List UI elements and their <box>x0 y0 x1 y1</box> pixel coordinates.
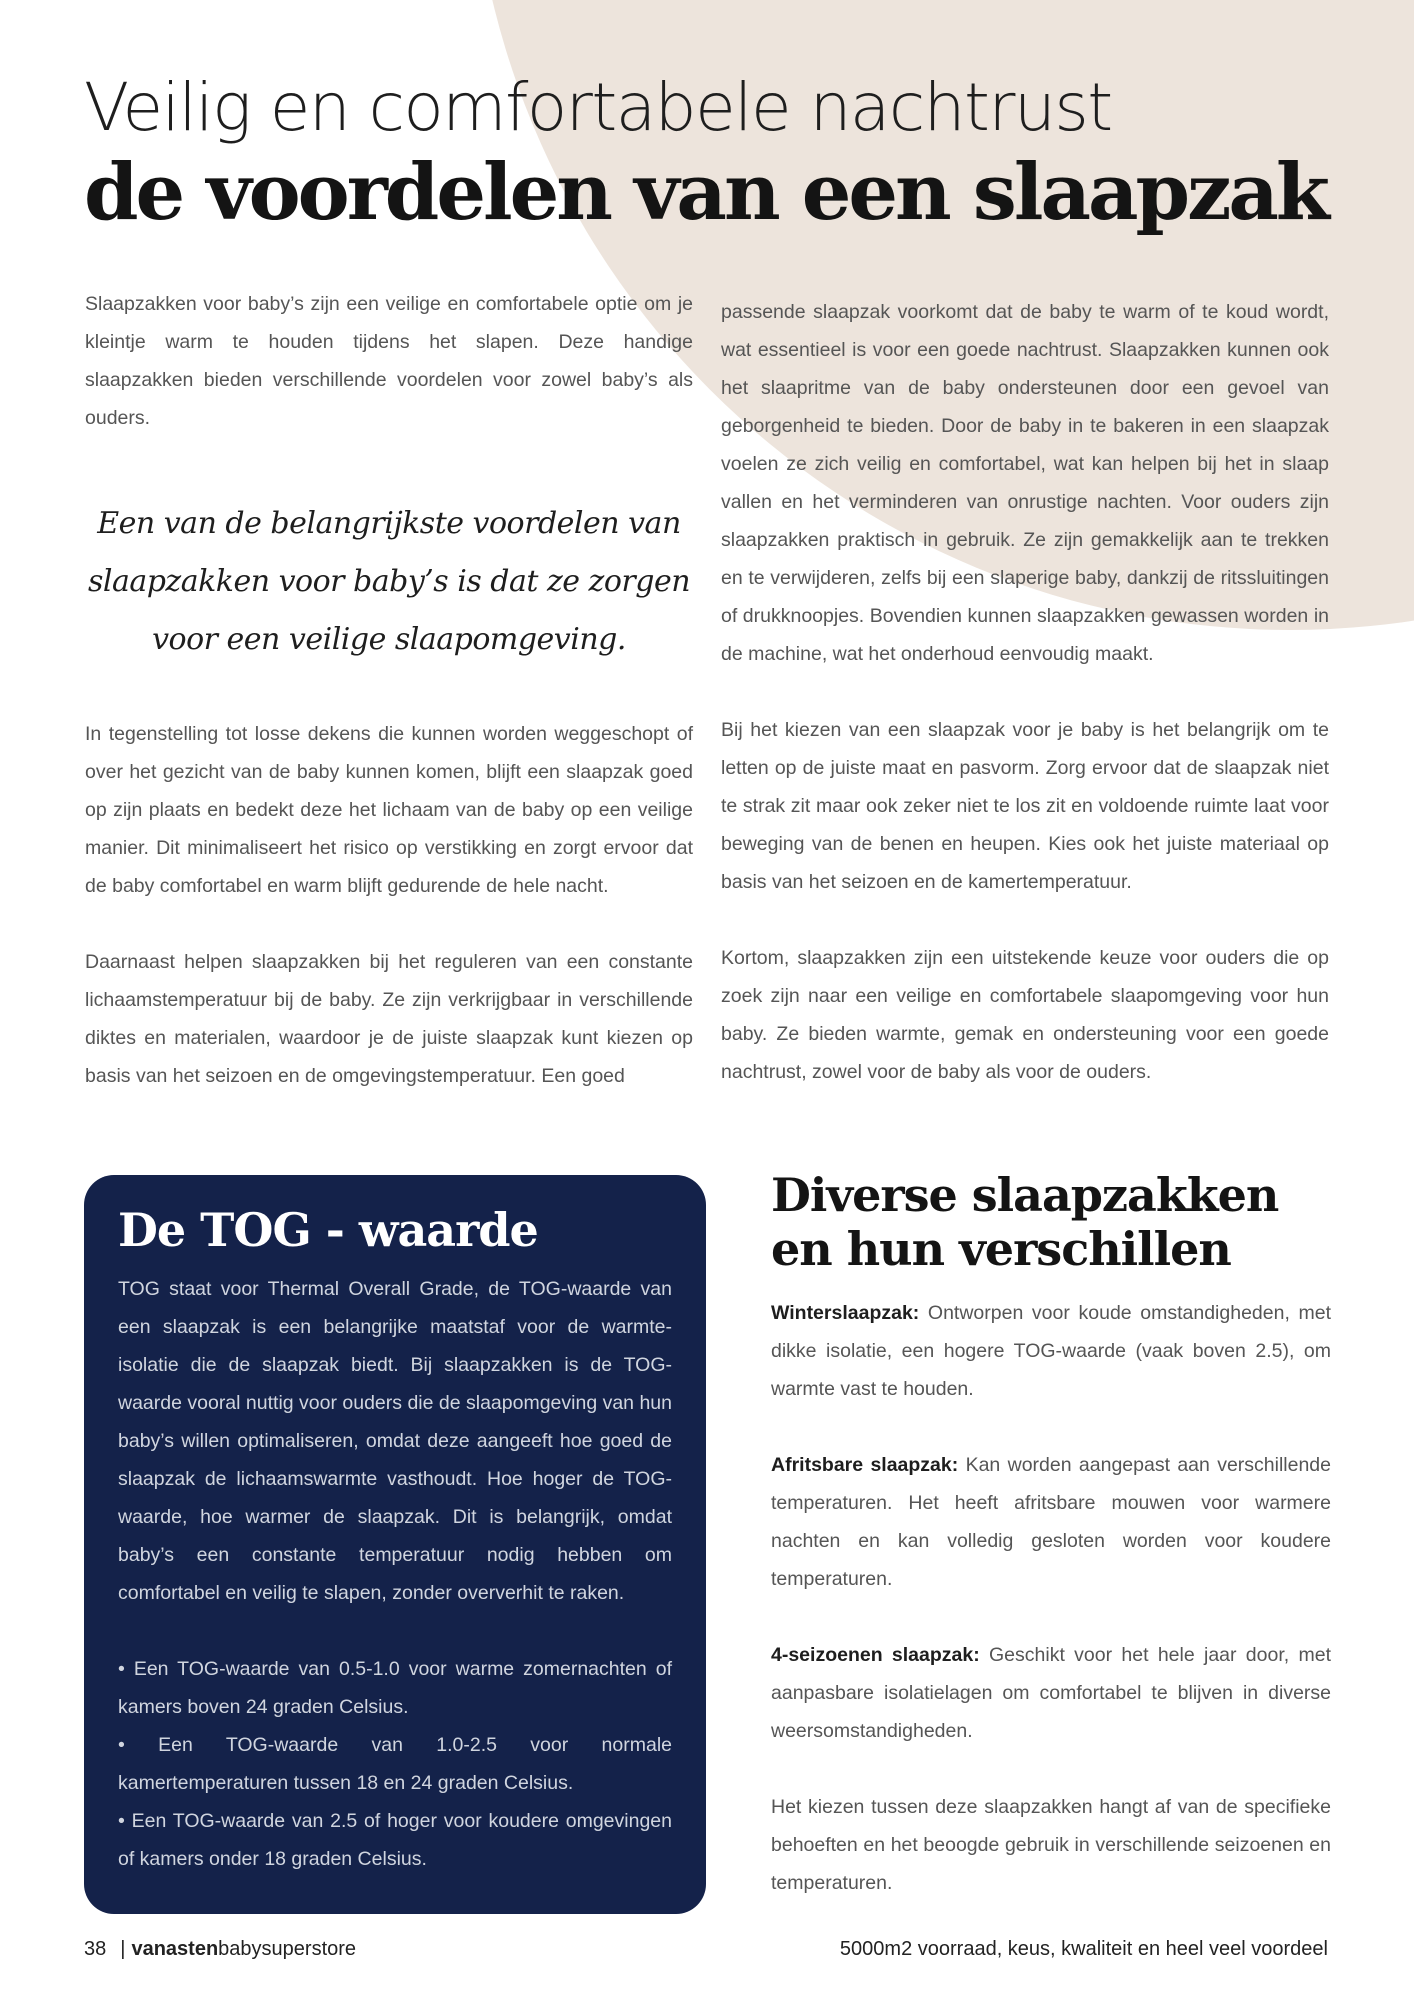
type-text: Ontworpen voor koude omstandigheden, met dikke isolatie, een hogere TOG-waarde (vaak boven 2.5), om warmte vast te houden. <box>771 1302 1331 1400</box>
paragraph: passende slaapzak voorkomt dat de baby te warm of te koud wordt, wat essentieel is voor een goede nachtrust. Slaapzakken kunnen ook het slaapritme van de baby ondersteunen door een gevoel van geborgenheid te bieden. Door de baby in te bakeren in een slaapzak voelen ze zich veilig en comfortabel, wat kan helpen bij het in slaap vallen en het verminderen van onrustige nachten. Voor ouders zijn slaapzakken praktisch in gebruik. Ze zijn gemakkelijk aan te trekken en te verwijderen, zelfs bij een slaperige baby, dankzij de ritssluitingen of drukknoopjes. Bovendien kunnen slaapzakken gewassen worden in de machine, wat het onderhoud eenvoudig maakt. <box>721 301 1329 665</box>
intro-paragraph: Slaapzakken voor baby’s zijn een veilige en comfortabele optie om je kleintje warm te houden tijdens het slapen. Deze handige slaapzakken bieden verschillende voordelen voor zowel baby’s als ouders. <box>85 293 693 429</box>
tog-bullet: • Een TOG-waarde van 0.5-1.0 voor warme zomernachten of kamers boven 24 graden Celsius. <box>118 1658 672 1719</box>
brand-name-regular: babysuperstore <box>218 1938 357 1960</box>
footer-tagline: 5000m2 voorraad, keus, kwaliteit en heel veel voordeel <box>839 1938 1328 1960</box>
paragraph: Kortom, slaapzakken zijn een uitstekende keuze voor ouders die op zoek zijn naar een veilige en comfortabele slaapomgeving voor hun baby. Ze bieden warmte, gemak en ondersteuning voor een goede nachtrust, zowel voor de baby als voor de ouders. <box>721 947 1329 1083</box>
paragraph: Bij het kiezen van een slaapzak voor je baby is het belangrijk om te letten op de juiste maat en pasvorm. Zorg ervoor dat de slaapzak niet te strak zit maar ook zeker niet te los zit en voldoende ruimte laat voor beweging van de benen en heupen. Kies ook het juiste materiaal op basis van het seizoen en de kamertemperatuur. <box>721 719 1329 893</box>
type-item <box>771 1446 1331 1598</box>
left-column <box>85 285 693 1095</box>
footer-separator: | <box>120 1938 126 1960</box>
headline-bold: de voordelen van een slaapzak <box>84 147 1327 238</box>
right-column <box>721 293 1329 1091</box>
brand-name-bold: vanasten <box>131 1938 219 1960</box>
tog-title: De TOG - waarde <box>118 1203 538 1257</box>
tog-bullet: • Een TOG-waarde van 1.0-2.5 voor normale kamertemperaturen tussen 18 en 24 graden Celsius. <box>118 1734 672 1795</box>
footer-left <box>84 1938 356 1961</box>
paragraph: In tegenstelling tot losse dekens die kunnen worden weggeschopt of over het gezicht van de baby kunnen komen, blijft een slaapzak goed op zijn plaats en bedekt deze het lichaam van de baby op een veilige manier. Dit minimaliseert het risico op verstikking en zorgt ervoor dat de baby comfortabel en warm blijft gedurende de hele nacht. <box>85 723 693 897</box>
type-label: Winterslaapzak: <box>771 1302 920 1324</box>
type-label: Afritsbare slaapzak: <box>771 1454 959 1476</box>
type-item <box>771 1636 1331 1750</box>
headline-light: Veilig en comfortabele nachtrust <box>84 69 1112 146</box>
tog-body: TOG staat voor Thermal Overall Grade, de TOG-waarde van een slaapzak is een belangrijke maatstaf voor de warmte-isolatie die de slaapzak biedt. Bij slaapzakken is de TOG-waarde vooral nuttig voor ouders die de slaapomgeving van hun baby’s willen optimaliseren, omdat deze aangeeft hoe goed de slaapzak de lichaamswarmte vasthoudt. Hoe hoger de TOG-waarde, hoe warmer de slaapzak. Dit is belangrijk, omdat baby’s een constante temperatuur nodig hebben om comfortabel en veilig te slapen, zonder oververhit te raken. <box>118 1278 672 1605</box>
closing-paragraph: Het kiezen tussen deze slaapzakken hangt af van de specifieke behoeften en het beoogde gebruik in verschillende seizoenen en temperaturen. <box>771 1796 1331 1894</box>
type-label: 4-seizoenen slaapzak: <box>771 1644 980 1666</box>
sleeping-bag-types <box>771 1168 1331 1902</box>
paragraph: Daarnaast helpen slaapzakken bij het reguleren van een constante lichaamstemperatuur bij de baby. Ze zijn verkrijgbaar in verschillende diktes en materialen, waardoor je de juiste slaapzak kunt kiezen op basis van het seizoen en de omgevingstemperatuur. Een goed <box>85 951 693 1087</box>
type-text: Kan worden aangepast aan verschillende temperaturen. Het heeft afritsbare mouwen voor warmere nachten en kan volledig gesloten worden voor koudere temperaturen. <box>771 1454 1332 1590</box>
types-title: Diverse slaapzakken en hun verschillen <box>771 1168 1279 1276</box>
pull-quote: Een van de belangrijkste voordelen van slaapzakken voor baby’s is dat ze zorgen voor een veilige slaapomgeving. <box>87 506 691 657</box>
type-item <box>771 1294 1331 1408</box>
type-text: Geschikt voor het hele jaar door, met aanpasbare isolatielagen om comfortabel te blijven in diverse weersomstandigheden. <box>771 1644 1331 1742</box>
page-number: 38 <box>84 1938 107 1960</box>
tog-info-box <box>84 1175 706 1914</box>
tog-bullet: • Een TOG-waarde van 2.5 of hoger voor koudere omgevingen of kamers onder 18 graden Celsius. <box>118 1810 672 1871</box>
